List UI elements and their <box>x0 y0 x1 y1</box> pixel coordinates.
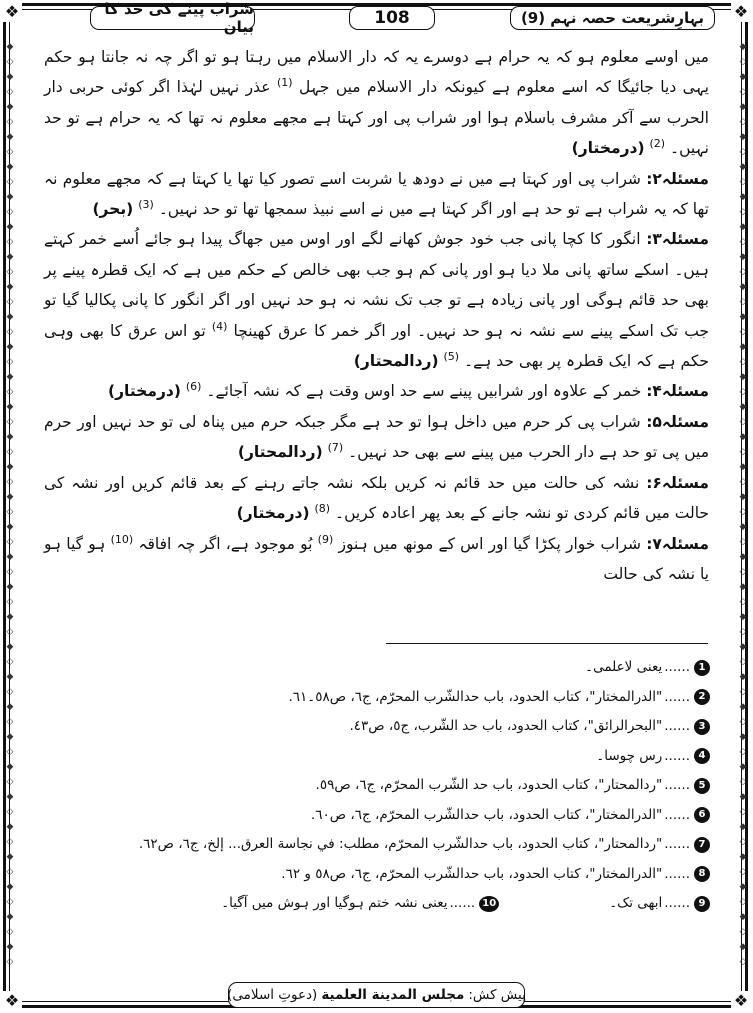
masala-label: مسئلہ۴: <box>646 382 709 401</box>
publisher-footer <box>228 982 525 1008</box>
masala-3 <box>44 224 709 376</box>
masala-2 <box>44 164 709 225</box>
masala-text: انگور کا کچا پانی جب خود جوش کھانے لگے اور اوس میں جھاگ پیدا ہو جائے اُسے خمر کہتے ہیں۔ اسکے ساتھ پانی ملا دیا ہو اور پانی کم ہو جب بھی خالص کے حکم میں ہے کہ ایک قطرہ پینے پر بھی حد قائم ہوگی اور پانی زیادہ ہے تو جب تک نشہ نہ ہو حد نہیں اور اگر انگور کا پانی پکالیا گیا تو جب تک اسکے پینے سے نشہ نہ ہو حد نہیں۔ اور اگر خمر کا عرق کھینچا <box>44 230 709 340</box>
footnote-dots: ...... <box>664 747 690 764</box>
footnote-number[interactable]: 1 <box>694 660 710 676</box>
corner-ornament-icon: ❖ <box>2 991 22 1011</box>
border-ornament-left-icon: ◆ ◇ ◆ ◇ ◆ ◇ ◆ ◇ ◆ ◇ ◆ ◇ ◆ ◇ ◆ ◇ ◆ ◇ ◆ ◇ ◆ ◇ ◆ ◇ ◆ ◇ ◆ ◇ ◆ ◇ ◆ ◇ ◆ ◇ ◆ ◇ ◆ ◇ ◆ ◇ ◆ ◇ ◆ ◇ ◆ ◇ ◆ ◇ ◆ ◇ ◆ ◇ ◆ ◇ ◆ ◇ ◆ ◇ ◆ ◇ ◆ ◇ <box>6 42 14 967</box>
page-number: 108 <box>349 6 435 30</box>
footnote-dots: ...... <box>664 806 690 823</box>
masala-label: مسئلہ۲: <box>646 169 709 188</box>
footnote-ref[interactable]: (2) <box>649 137 666 151</box>
footnote-6 <box>40 801 710 831</box>
footnote-8 <box>40 860 710 890</box>
paragraph-intro <box>44 42 709 164</box>
masala-text: بُو موجود ہے، اگر چہ افاقہ <box>138 534 313 553</box>
book-title: بہارِشریعت حصہ نہم (9) <box>510 6 715 30</box>
corner-ornament-icon: ❖ <box>2 2 22 22</box>
footnote-dots: ...... <box>664 688 690 705</box>
footnote-ref[interactable]: (10) <box>110 532 134 546</box>
masala-label: مسئلہ۳: <box>646 230 709 249</box>
footnote-text: "الدرالمختار"، كتاب الحدود، باب حدالشّرب المحرّم، ج٦، ص٥٨ و ٦٢. <box>281 865 663 882</box>
footnote-text: "الدرالمختار"، كتاب الحدود، باب حدالشّرب المحرّم، ج٦، ص٥٨۔٦١. <box>288 688 663 705</box>
footnote-dots: ...... <box>664 718 690 734</box>
masala-text: شراب پی کر حرم میں داخل ہوا تو حد ہے مگر جبکہ حرم میں پناہ لی تو حد نہیں اور حرم میں پی تو حد ہے دار الحرب میں پینے سے بھی حد نہیں۔ <box>44 412 709 462</box>
footnote-dots: ...... <box>664 895 690 911</box>
footnote-number[interactable]: 8 <box>694 866 710 882</box>
footnote-text: رس چوسا۔ <box>596 747 663 764</box>
footnote-number[interactable]: 9 <box>694 896 710 912</box>
footnote-text: یعنی نشہ ختم ہوگیا اور ہوش میں آگیا۔ <box>221 895 448 911</box>
masala-label: مسئلہ۷: <box>646 534 709 553</box>
footnote-2 <box>40 683 710 713</box>
footnote-text: ابھی تک۔ <box>609 895 663 911</box>
footnote-ref[interactable]: (8) <box>314 501 331 515</box>
source-citation: (درمختار) <box>108 382 181 401</box>
corner-ornament-icon: ❖ <box>731 991 751 1011</box>
footnote-text: "ردالمحتار"، كتاب الحدود، باب حد الشّرب المحرّم، ج٦، ص٥٩. <box>315 777 663 793</box>
footnote-ref[interactable]: (1) <box>276 76 293 90</box>
footnote-ref[interactable]: (3) <box>138 197 154 211</box>
footnote-4 <box>40 742 710 772</box>
publisher-name: مجلس المدينة العلمية <box>321 987 465 1003</box>
footnote-ref[interactable]: (7) <box>327 441 344 455</box>
masala-label: مسئلہ۵: <box>646 412 709 431</box>
masala-7 <box>44 529 709 590</box>
footnote-9-10 <box>40 889 710 919</box>
masala-6 <box>44 468 709 529</box>
footnote-3 <box>40 712 710 742</box>
footnote-ref[interactable]: (5) <box>443 349 460 363</box>
footnote-ref[interactable]: (9) <box>317 532 334 546</box>
masala-4 <box>44 376 709 406</box>
footnote-dots: ...... <box>664 865 690 882</box>
page-header <box>30 0 723 36</box>
masala-label: مسئلہ۶: <box>646 473 709 492</box>
footnote-text: "البحرالرائق"، كتاب الحدود، باب حد الشّرب، ج٥، ص٤٣. <box>349 718 663 734</box>
footnote-text: یعنی لاعلمی۔ <box>585 659 663 675</box>
source-citation: (ردالمحتار) <box>237 443 323 462</box>
masala-text: ہو گیا ہو یا نشہ کی حالت <box>44 534 709 583</box>
source-citation: (درمختار) <box>236 504 310 523</box>
footnote-1 <box>40 653 710 683</box>
masala-text: تو اس عرق کا بھی وہی حکم ہے کہ ایک قطرہ پر بھی حد ہے۔ <box>44 321 709 371</box>
paragraph-text: عذر نہیں لہٰذا اگر کوئی حربی دار الحرب سے آکر مشرف باسلام ہوا اور شراب پی اور کہتا ہے مجھے معلوم نہ تھا کہ یہ حرام ہے تو حد نہیں۔ <box>44 78 709 158</box>
corner-ornament-icon: ❖ <box>731 2 751 22</box>
masala-5 <box>44 407 709 468</box>
footnote-dots: ...... <box>664 836 690 852</box>
footnote-dots: ...... <box>664 659 690 675</box>
source-citation: (بحر) <box>92 200 134 219</box>
masala-text: شراب پی اور کہتا ہے میں نے دودھ یا شربت اسے تصور کیا تھا یا کہتا ہے کہ مجھے معلوم نہ تھا کہ یہ شراب ہے تو حد ہے اور اگر کہتا ہے میں نے اسے نبیذ سمجھا تھا تو حد نہیں۔ <box>44 169 709 219</box>
footnote-7 <box>40 830 710 860</box>
masala-text: شراب خوار پکڑا گیا اور اس کے مونھ میں ہنوز <box>338 534 641 553</box>
organization-name: (دعوتِ اسلامی) <box>227 987 318 1003</box>
footnote-number[interactable]: 2 <box>694 689 710 705</box>
footnote-dots: ...... <box>664 777 690 793</box>
source-citation: (ردالمحتار) <box>353 352 439 371</box>
footnote-text: "ردالمحتار"، كتاب الحدود، باب حدالشّرب المحرّم، مطلب: في نجاسة العرق... إلخ، ج٦، ص٦٢. <box>138 836 663 852</box>
footnote-ref[interactable]: (6) <box>185 380 202 394</box>
chapter-title: شراب پینے کی حد کا بیان <box>90 6 255 30</box>
footnote-number[interactable]: 7 <box>694 837 710 853</box>
footnote-number[interactable]: 6 <box>694 807 710 823</box>
paragraph-text: میں اوسے معلوم ہو کہ یہ حرام ہے دوسرے یہ کہ دار الاسلام میں رہتا ہو تو اگر چہ نہ جانتا ہو حکم یہی دیا جائیگا کہ اسے معلوم ہے کیونکہ دار الاسلام میں جہل <box>44 48 709 97</box>
presented-by-label: پیش کش: <box>468 987 526 1003</box>
footnote-number[interactable]: 3 <box>694 719 710 735</box>
footnote-number[interactable]: 10 <box>479 896 499 912</box>
footnote-dots: ...... <box>449 895 476 911</box>
footnote-5 <box>40 771 710 801</box>
footnote-number[interactable]: 4 <box>694 748 710 764</box>
footnotes <box>40 653 710 919</box>
masala-text: نشہ کی حالت میں حد قائم نہ کریں بلکہ نشہ جاتے رہنے کے بعد قائم کریں اور نشہ کی حالت میں قائم کردی تو نشہ جانے کے بعد پھر اعادہ کریں۔ <box>44 473 709 523</box>
footnote-number[interactable]: 5 <box>694 778 710 794</box>
source-citation: (درمختار) <box>571 139 645 158</box>
masala-text: خمر کے علاوہ اور شرابیں پینے سے حد اوس وقت ہے کہ نشہ آجائے۔ <box>206 382 642 401</box>
border-ornament-right-icon: ◆ ◇ ◆ ◇ ◆ ◇ ◆ ◇ ◆ ◇ ◆ ◇ ◆ ◇ ◆ ◇ ◆ ◇ ◆ ◇ ◆ ◇ ◆ ◇ ◆ ◇ ◆ ◇ ◆ ◇ ◆ ◇ ◆ ◇ ◆ ◇ ◆ ◇ ◆ ◇ ◆ ◇ ◆ ◇ ◆ ◇ ◆ ◇ ◆ ◇ ◆ ◇ ◆ ◇ ◆ ◇ ◆ ◇ ◆ ◇ ◆ ◇ <box>739 42 747 967</box>
footnote-divider <box>386 643 708 644</box>
footnote-ref[interactable]: (4) <box>211 319 228 333</box>
footnote-text: "الدرالمختار"، كتاب الحدود، باب حدالشّرب المحرّم، ج٦، ص٦٠. <box>310 806 663 823</box>
main-text <box>44 42 709 589</box>
